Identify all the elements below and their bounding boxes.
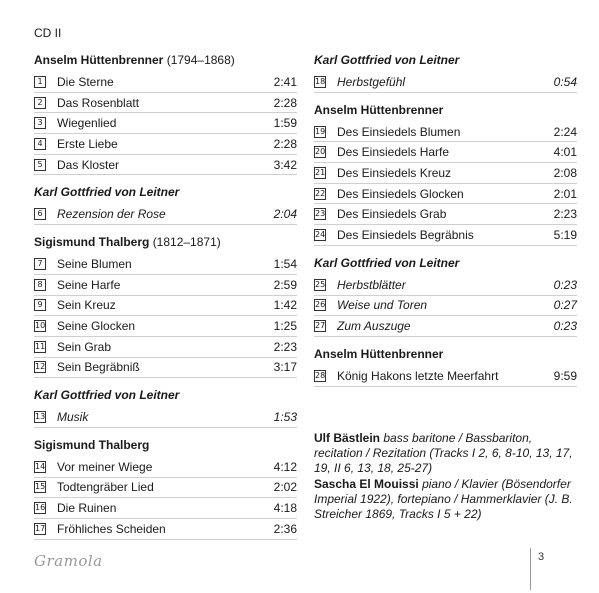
track-title: Rezension der Rose [57, 207, 166, 222]
track-title: Das Rosenblatt [57, 95, 140, 110]
track-title: Des Einsiedels Kreuz [337, 165, 452, 180]
track-duration: 1:59 [273, 116, 297, 131]
composer-heading [34, 439, 297, 457]
track-row [34, 498, 297, 519]
track-number: 26 [315, 300, 326, 310]
track-title: Erste Liebe [57, 136, 118, 151]
composer-heading [34, 54, 297, 72]
track-row [34, 93, 297, 114]
performer-role: piano / Klavier (Bösendorfer Imperial 1922), fortepiano / Hammerklavier (J. B. Streicher 1869, Tracks I 5 + 22) [314, 476, 573, 522]
track-duration: 2:24 [553, 124, 577, 139]
track-duration: 2:08 [553, 165, 577, 180]
track-duration: 4:12 [273, 459, 297, 474]
track-title: Zum Auszuge [337, 319, 411, 334]
track-duration: 1:54 [273, 256, 297, 271]
track-duration: 3:17 [273, 360, 297, 375]
track-title: Sein Grab [57, 339, 112, 354]
track-number: 19 [315, 126, 326, 136]
track-number: 14 [35, 461, 46, 471]
track-row [34, 254, 297, 275]
track-row [34, 113, 297, 134]
track-duration: 2:36 [273, 521, 297, 536]
track-duration: 2:59 [273, 277, 297, 292]
composer-section [34, 54, 297, 175]
track-number: 15 [35, 482, 46, 492]
composer-years: (1794–1868) [166, 53, 235, 67]
composer-name: Karl Gottfried von Leitner [34, 388, 180, 403]
track-row [314, 275, 577, 296]
track-number: 8 [34, 279, 46, 291]
track-title: Wiegenlied [57, 116, 117, 131]
track-number: 28 [315, 370, 326, 380]
track-title: Seine Glocken [57, 319, 136, 334]
track-row [314, 316, 577, 337]
performer-role: bass baritone / Bassbariton, recitation / Rezitation (Tracks I 2, 6, 8-10, 13, 17, 19, II 6, 13, 18, 25-27) [314, 431, 573, 476]
track-title: Weise und Toren [337, 298, 428, 313]
track-row [34, 204, 297, 225]
track-row [34, 478, 297, 499]
track-number: 12 [35, 362, 46, 372]
track-number: 6 [34, 208, 46, 220]
track-row [314, 366, 577, 387]
cd-label: CD II [34, 26, 62, 40]
track-number: 4 [34, 138, 46, 150]
track-row [314, 184, 577, 205]
performer-credit-1 [314, 431, 579, 477]
track-row [314, 204, 577, 225]
composer-name: Karl Gottfried von Leitner [314, 255, 460, 270]
composer-name: Sigismund Thalberg [34, 235, 150, 250]
track-title: Des Einsiedels Grab [337, 207, 447, 222]
track-duration: 0:27 [553, 298, 577, 313]
composer-section [314, 348, 577, 387]
track-number: 24 [315, 229, 326, 239]
track-row [34, 155, 297, 176]
track-duration: 2:28 [273, 95, 297, 110]
track-title: Sein Begräbniß [57, 360, 140, 375]
gramola-logo: Gramola [34, 552, 103, 570]
composer-heading [34, 236, 297, 254]
tracklist-left-column [34, 54, 297, 551]
track-duration: 2:04 [273, 207, 297, 222]
track-row [34, 134, 297, 155]
performer-name: Ulf Bästlein [314, 431, 381, 445]
track-row [34, 358, 297, 379]
track-duration: 4:01 [553, 145, 577, 160]
composer-section [34, 236, 297, 378]
composer-heading [314, 104, 577, 122]
track-number: 17 [35, 523, 46, 533]
composer-name: Karl Gottfried von Leitner [34, 185, 180, 200]
track-duration: 2:28 [273, 136, 297, 151]
track-title: Musik [57, 410, 89, 425]
composer-name: Anselm Hüttenbrenner [314, 102, 444, 117]
track-number: 10 [35, 321, 46, 331]
track-row [314, 122, 577, 143]
track-number: 25 [315, 279, 326, 289]
track-title: Herbstgefühl [337, 74, 406, 89]
track-title: Fröhliches Scheiden [57, 521, 166, 536]
composer-section [314, 54, 577, 93]
track-number: 7 [34, 258, 46, 270]
composer-heading [314, 348, 577, 366]
track-row [34, 407, 297, 428]
track-row [34, 72, 297, 93]
track-title: Des Einsiedels Harfe [337, 145, 450, 160]
track-title: Seine Blumen [57, 256, 132, 271]
track-duration: 5:19 [553, 227, 577, 242]
track-title: Des Einsiedels Begräbnis [337, 227, 474, 242]
tracklist-right-column [314, 54, 577, 398]
track-duration: 3:42 [273, 157, 297, 172]
track-title: Des Einsiedels Glocken [337, 186, 464, 201]
performer-credit-2 [314, 477, 579, 523]
track-row [34, 296, 297, 317]
track-number: 27 [315, 321, 326, 331]
track-row [34, 457, 297, 478]
track-number: 2 [34, 97, 46, 109]
track-duration: 0:23 [553, 277, 577, 292]
track-row [314, 225, 577, 246]
track-title: Die Ruinen [57, 501, 117, 516]
track-row [34, 337, 297, 358]
composer-section [34, 439, 297, 540]
track-title: Des Einsiedels Blumen [337, 124, 461, 139]
composer-heading [34, 389, 297, 407]
composer-name: Karl Gottfried von Leitner [314, 53, 460, 67]
track-title: Das Kloster [57, 157, 120, 172]
track-title: Die Sterne [57, 74, 114, 89]
composer-heading [314, 54, 577, 72]
track-duration: 2:02 [273, 480, 297, 495]
track-duration: 0:23 [553, 319, 577, 334]
track-number: 9 [34, 299, 46, 311]
track-title: Seine Harfe [57, 277, 121, 292]
composer-years: (1812–1871) [152, 235, 221, 250]
track-number: 1 [34, 76, 46, 88]
track-number: 3 [34, 117, 46, 129]
track-number: 13 [35, 412, 46, 422]
composer-name: Anselm Hüttenbrenner [34, 53, 164, 67]
track-title: Sein Kreuz [57, 298, 116, 313]
composer-name: Anselm Hüttenbrenner [314, 346, 444, 361]
track-row [314, 296, 577, 317]
track-row [314, 142, 577, 163]
performer-credits [314, 431, 579, 522]
track-duration: 2:23 [273, 339, 297, 354]
composer-section [314, 257, 577, 337]
track-number: 23 [315, 209, 326, 219]
track-duration: 2:41 [273, 74, 297, 89]
performer-name: Sascha El Mouissi [314, 476, 419, 491]
footer-divider [530, 548, 531, 590]
track-number: 22 [315, 188, 326, 198]
track-duration: 0:54 [553, 74, 577, 89]
track-number: 18 [315, 76, 326, 86]
track-row [314, 72, 577, 93]
track-number: 11 [35, 341, 46, 351]
track-duration: 4:18 [273, 501, 297, 516]
composer-name: Sigismund Thalberg [34, 437, 150, 452]
track-title: Vor meiner Wiege [57, 459, 153, 474]
track-row [34, 519, 297, 540]
track-number: 16 [35, 503, 46, 513]
track-title: Todtengräber Lied [57, 480, 154, 495]
track-number: 20 [315, 147, 326, 157]
composer-section [314, 104, 577, 246]
track-duration: 1:25 [273, 319, 297, 334]
track-row [34, 275, 297, 296]
track-duration: 2:01 [553, 186, 577, 201]
track-title: König Hakons letzte Meerfahrt [337, 368, 499, 383]
composer-heading [34, 186, 297, 204]
track-duration: 2:23 [553, 207, 577, 222]
track-number: 5 [34, 159, 46, 171]
track-duration: 1:53 [273, 410, 297, 425]
composer-section [34, 186, 297, 225]
track-duration: 1:42 [273, 298, 297, 313]
track-number: 21 [315, 167, 326, 177]
composer-heading [314, 257, 577, 275]
composer-section [34, 389, 297, 428]
page-number: 3 [538, 551, 545, 563]
track-duration: 9:59 [553, 368, 577, 383]
track-title: Herbstblätter [337, 277, 406, 292]
track-row [34, 316, 297, 337]
track-row [314, 163, 577, 184]
